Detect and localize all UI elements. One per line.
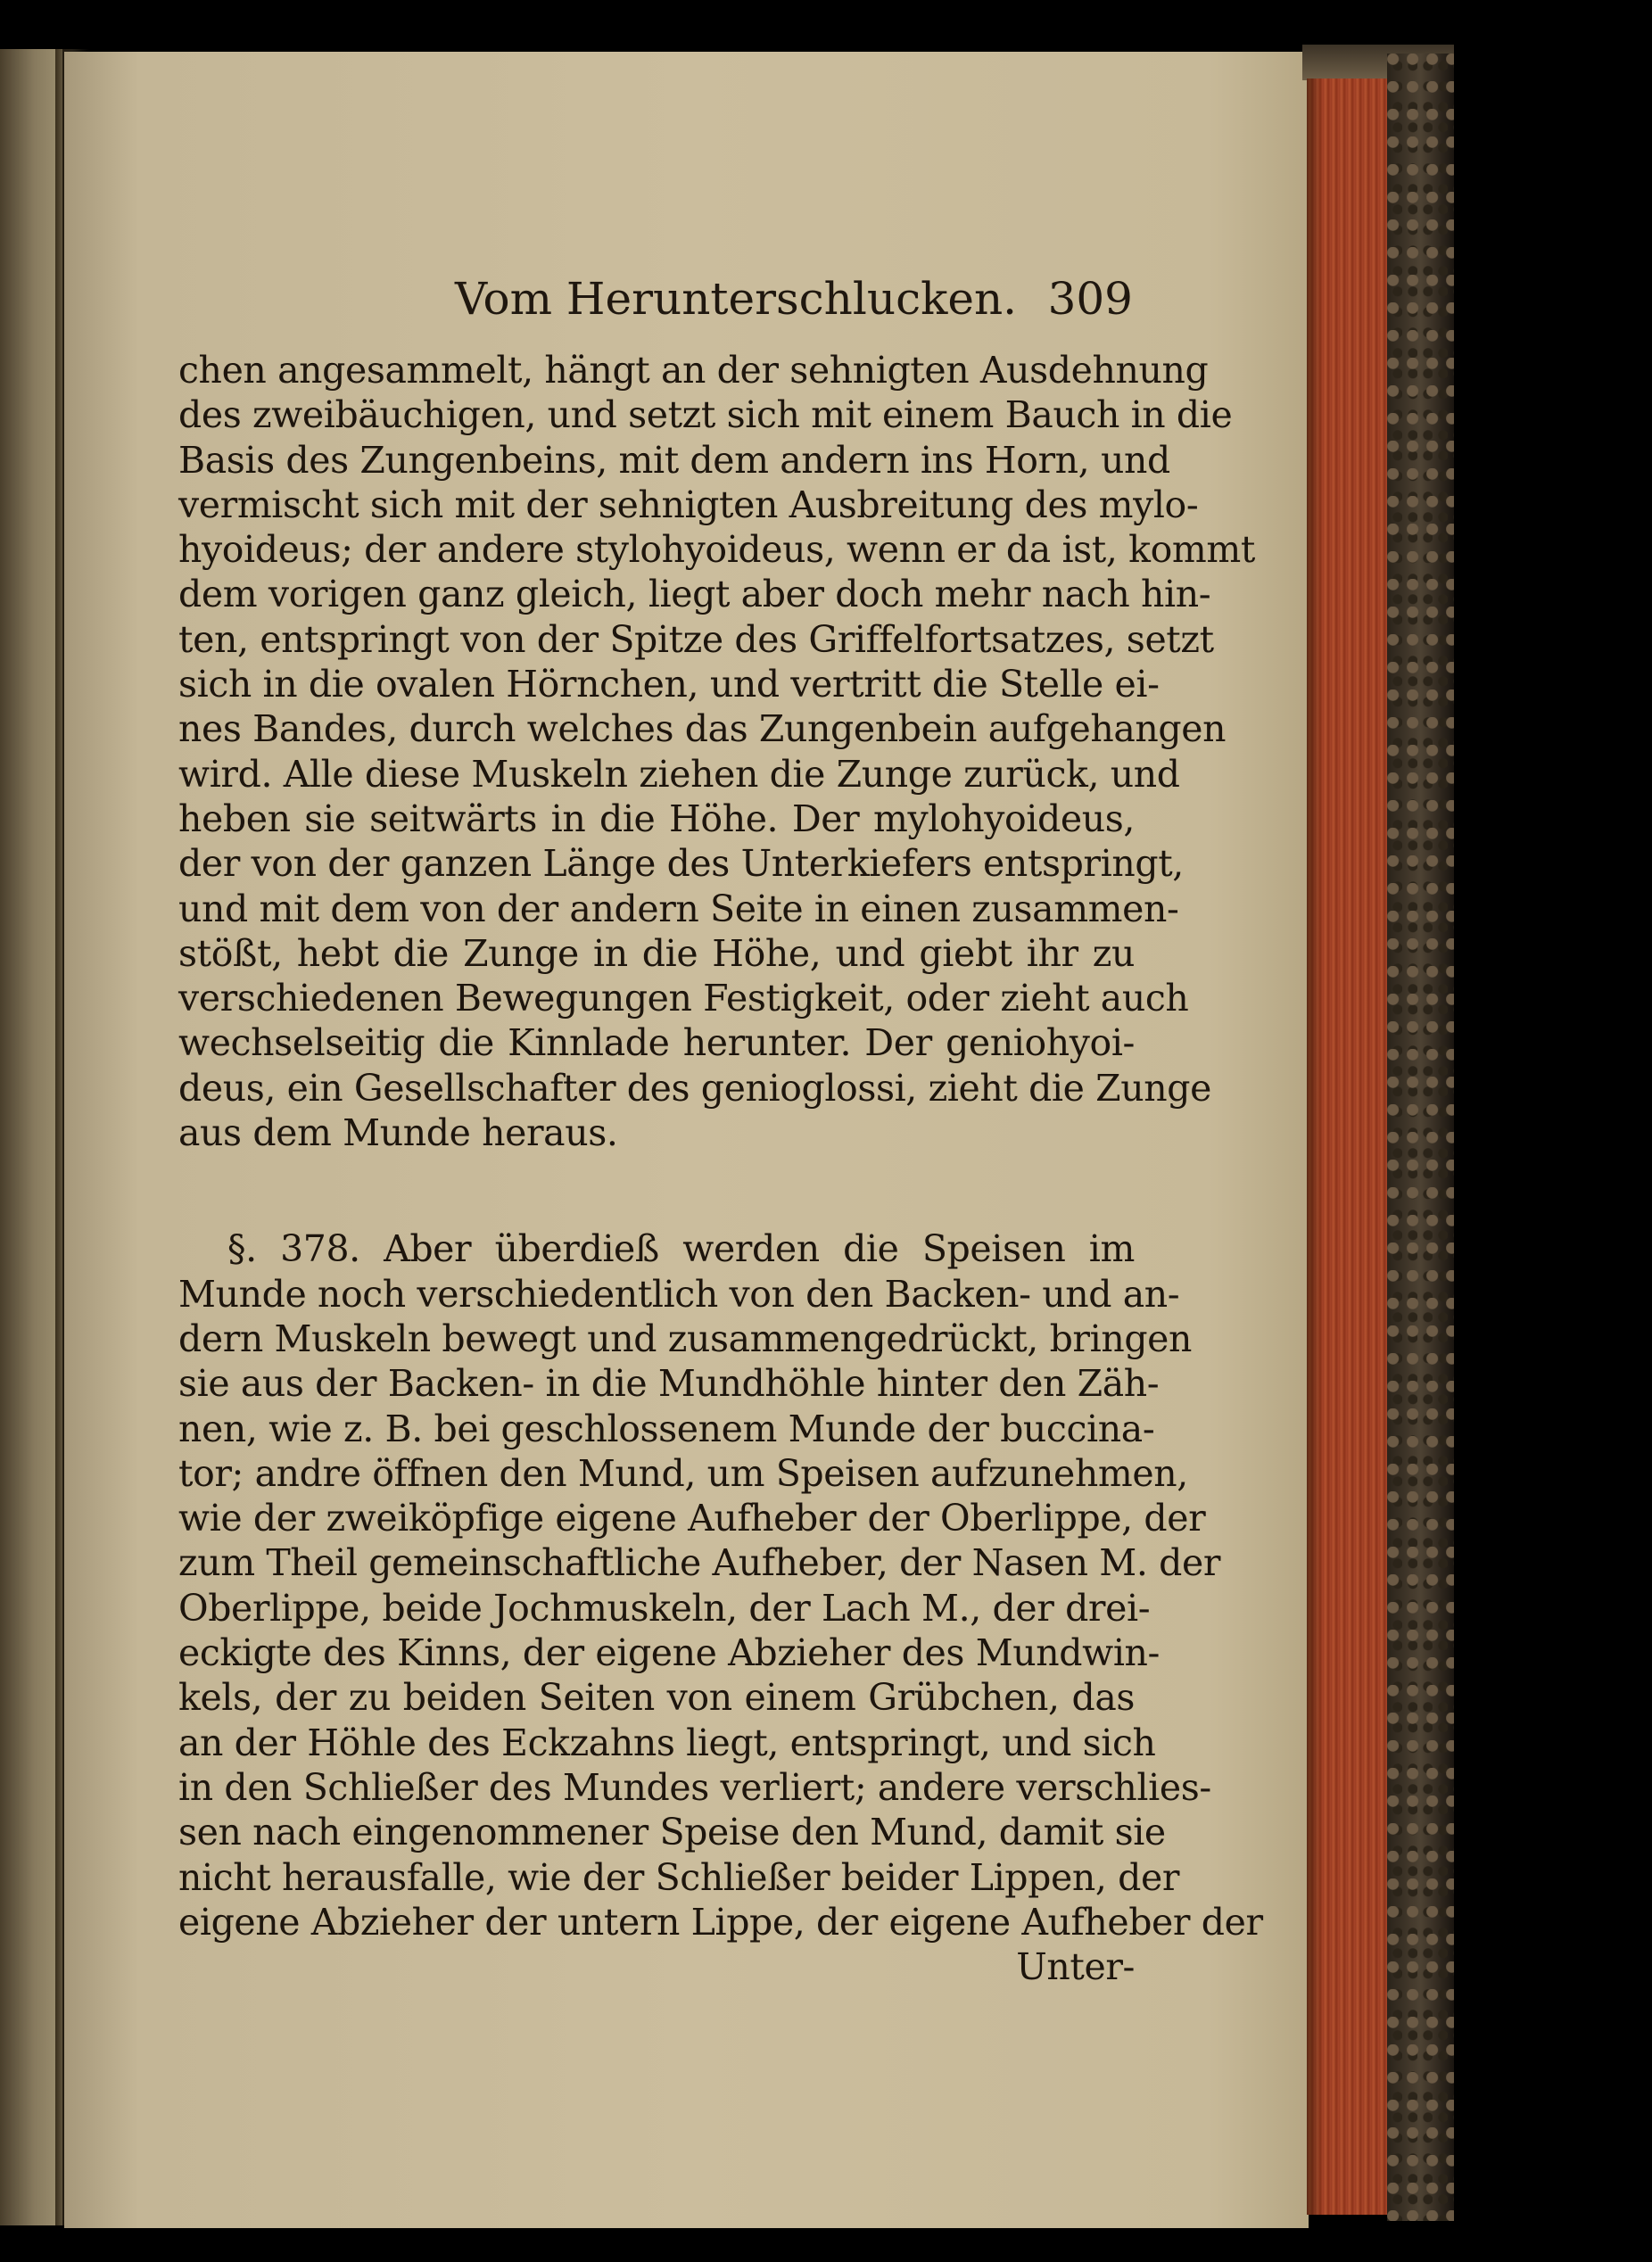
text-line: Oberlippe, beide Jochmuskeln, der Lach M., der drei-: [178, 1586, 1151, 1630]
text-line: stößt, hebt die Zunge in die Höhe, und giebt ihr zu: [178, 931, 1135, 975]
text-line: wie der zweiköpfige eigene Aufheber der Oberlippe, der: [178, 1497, 1206, 1540]
page-number: 309: [1047, 273, 1133, 325]
page-body: [178, 348, 1263, 1989]
catchword: Unter-: [1016, 1945, 1135, 1989]
text-line: Munde noch verschiedentlich von den Backen- und an-: [178, 1272, 1180, 1316]
text-line: und mit dem von der andern Seite in einen zusammen-: [178, 887, 1179, 930]
text-line: eigene Abzieher der untern Lippe, der eigene Aufheber der: [178, 1900, 1263, 1944]
marbled-cover: [1387, 54, 1454, 2221]
text-line: zum Theil gemeinschaftliche Aufheber, der Nasen M. der: [178, 1541, 1221, 1585]
text-line: nen, wie z. B. bei geschlossenem Munde der buccina-: [178, 1407, 1155, 1450]
text-line: aus dem Munde heraus.: [178, 1111, 618, 1155]
text-line: wird. Alle diese Muskeln ziehen die Zunge zurück, und: [178, 752, 1180, 796]
text-line: sie aus der Backen- in die Mundhöhle hinter den Zäh-: [178, 1362, 1160, 1406]
facing-page-edge: [0, 49, 62, 2225]
text-line: tor; andre öffnen den Mund, um Speisen aufzunehmen,: [178, 1451, 1188, 1495]
text-line: §. 378. Aber überdieß werden die Speisen im: [227, 1227, 1135, 1271]
text-line: sich in die ovalen Hörnchen, und vertritt die Stelle ei-: [178, 663, 1160, 706]
text-line: dern Muskeln bewegt und zusammengedrückt, bringen: [178, 1317, 1193, 1360]
page-header: [455, 268, 1133, 330]
text-line: wechselseitig die Kinnlade herunter. Der geniohyoi-: [178, 1021, 1135, 1065]
text-line: vermischt sich mit der sehnigten Ausbreitung des mylo-: [178, 483, 1199, 526]
text-line: kels, der zu beiden Seiten von einem Grübchen, das: [178, 1676, 1135, 1720]
text-line: dem vorigen ganz gleich, liegt aber doch mehr nach hin-: [178, 573, 1211, 616]
text-line: heben sie seitwärts in die Höhe. Der mylohyoideus,: [178, 797, 1135, 840]
text-line: der von der ganzen Länge des Unterkiefers entspringt,: [178, 842, 1184, 886]
text-line: nes Bandes, durch welches das Zungenbein aufgehangen: [178, 707, 1227, 751]
paragraph-2: [178, 1226, 1263, 1944]
paragraph-1: [178, 348, 1255, 1155]
text-line: hyoideus; der andere stylohyoideus, wenn er da ist, kommt: [178, 528, 1255, 572]
text-line: nicht herausfalle, wie der Schließer beider Lippen, der: [178, 1855, 1180, 1899]
page-edges-shadow: [1307, 78, 1323, 2215]
text-line: an der Höhle des Eckzahns liegt, entspringt, und sich: [178, 1721, 1156, 1764]
text-line: ten, entspringt von der Spitze des Griffelfortsatzes, setzt: [178, 617, 1214, 661]
text-line: chen angesammelt, hängt an der sehnigten Ausdehnung: [178, 349, 1209, 392]
text-line: Basis des Zungenbeins, mit dem andern ins Horn, und: [178, 438, 1170, 482]
text-line: deus, ein Gesellschafter des genioglossi, zieht die Zunge: [178, 1066, 1211, 1110]
text-line: des zweibäuchigen, und setzt sich mit einem Bauch in die: [178, 393, 1233, 437]
text-line: eckigte des Kinns, der eigene Abzieher des Mundwin-: [178, 1631, 1160, 1675]
text-line: sen nach eingenommener Speise den Mund, damit sie: [178, 1811, 1166, 1854]
running-title: Vom Herunterschlucken.: [455, 273, 1018, 325]
paragraph-gap: [178, 1155, 1135, 1226]
text-line: verschiedenen Bewegungen Festigkeit, oder zieht auch: [178, 977, 1189, 1020]
text-line: in den Schließer des Mundes verliert; andere verschlies-: [178, 1765, 1211, 1809]
